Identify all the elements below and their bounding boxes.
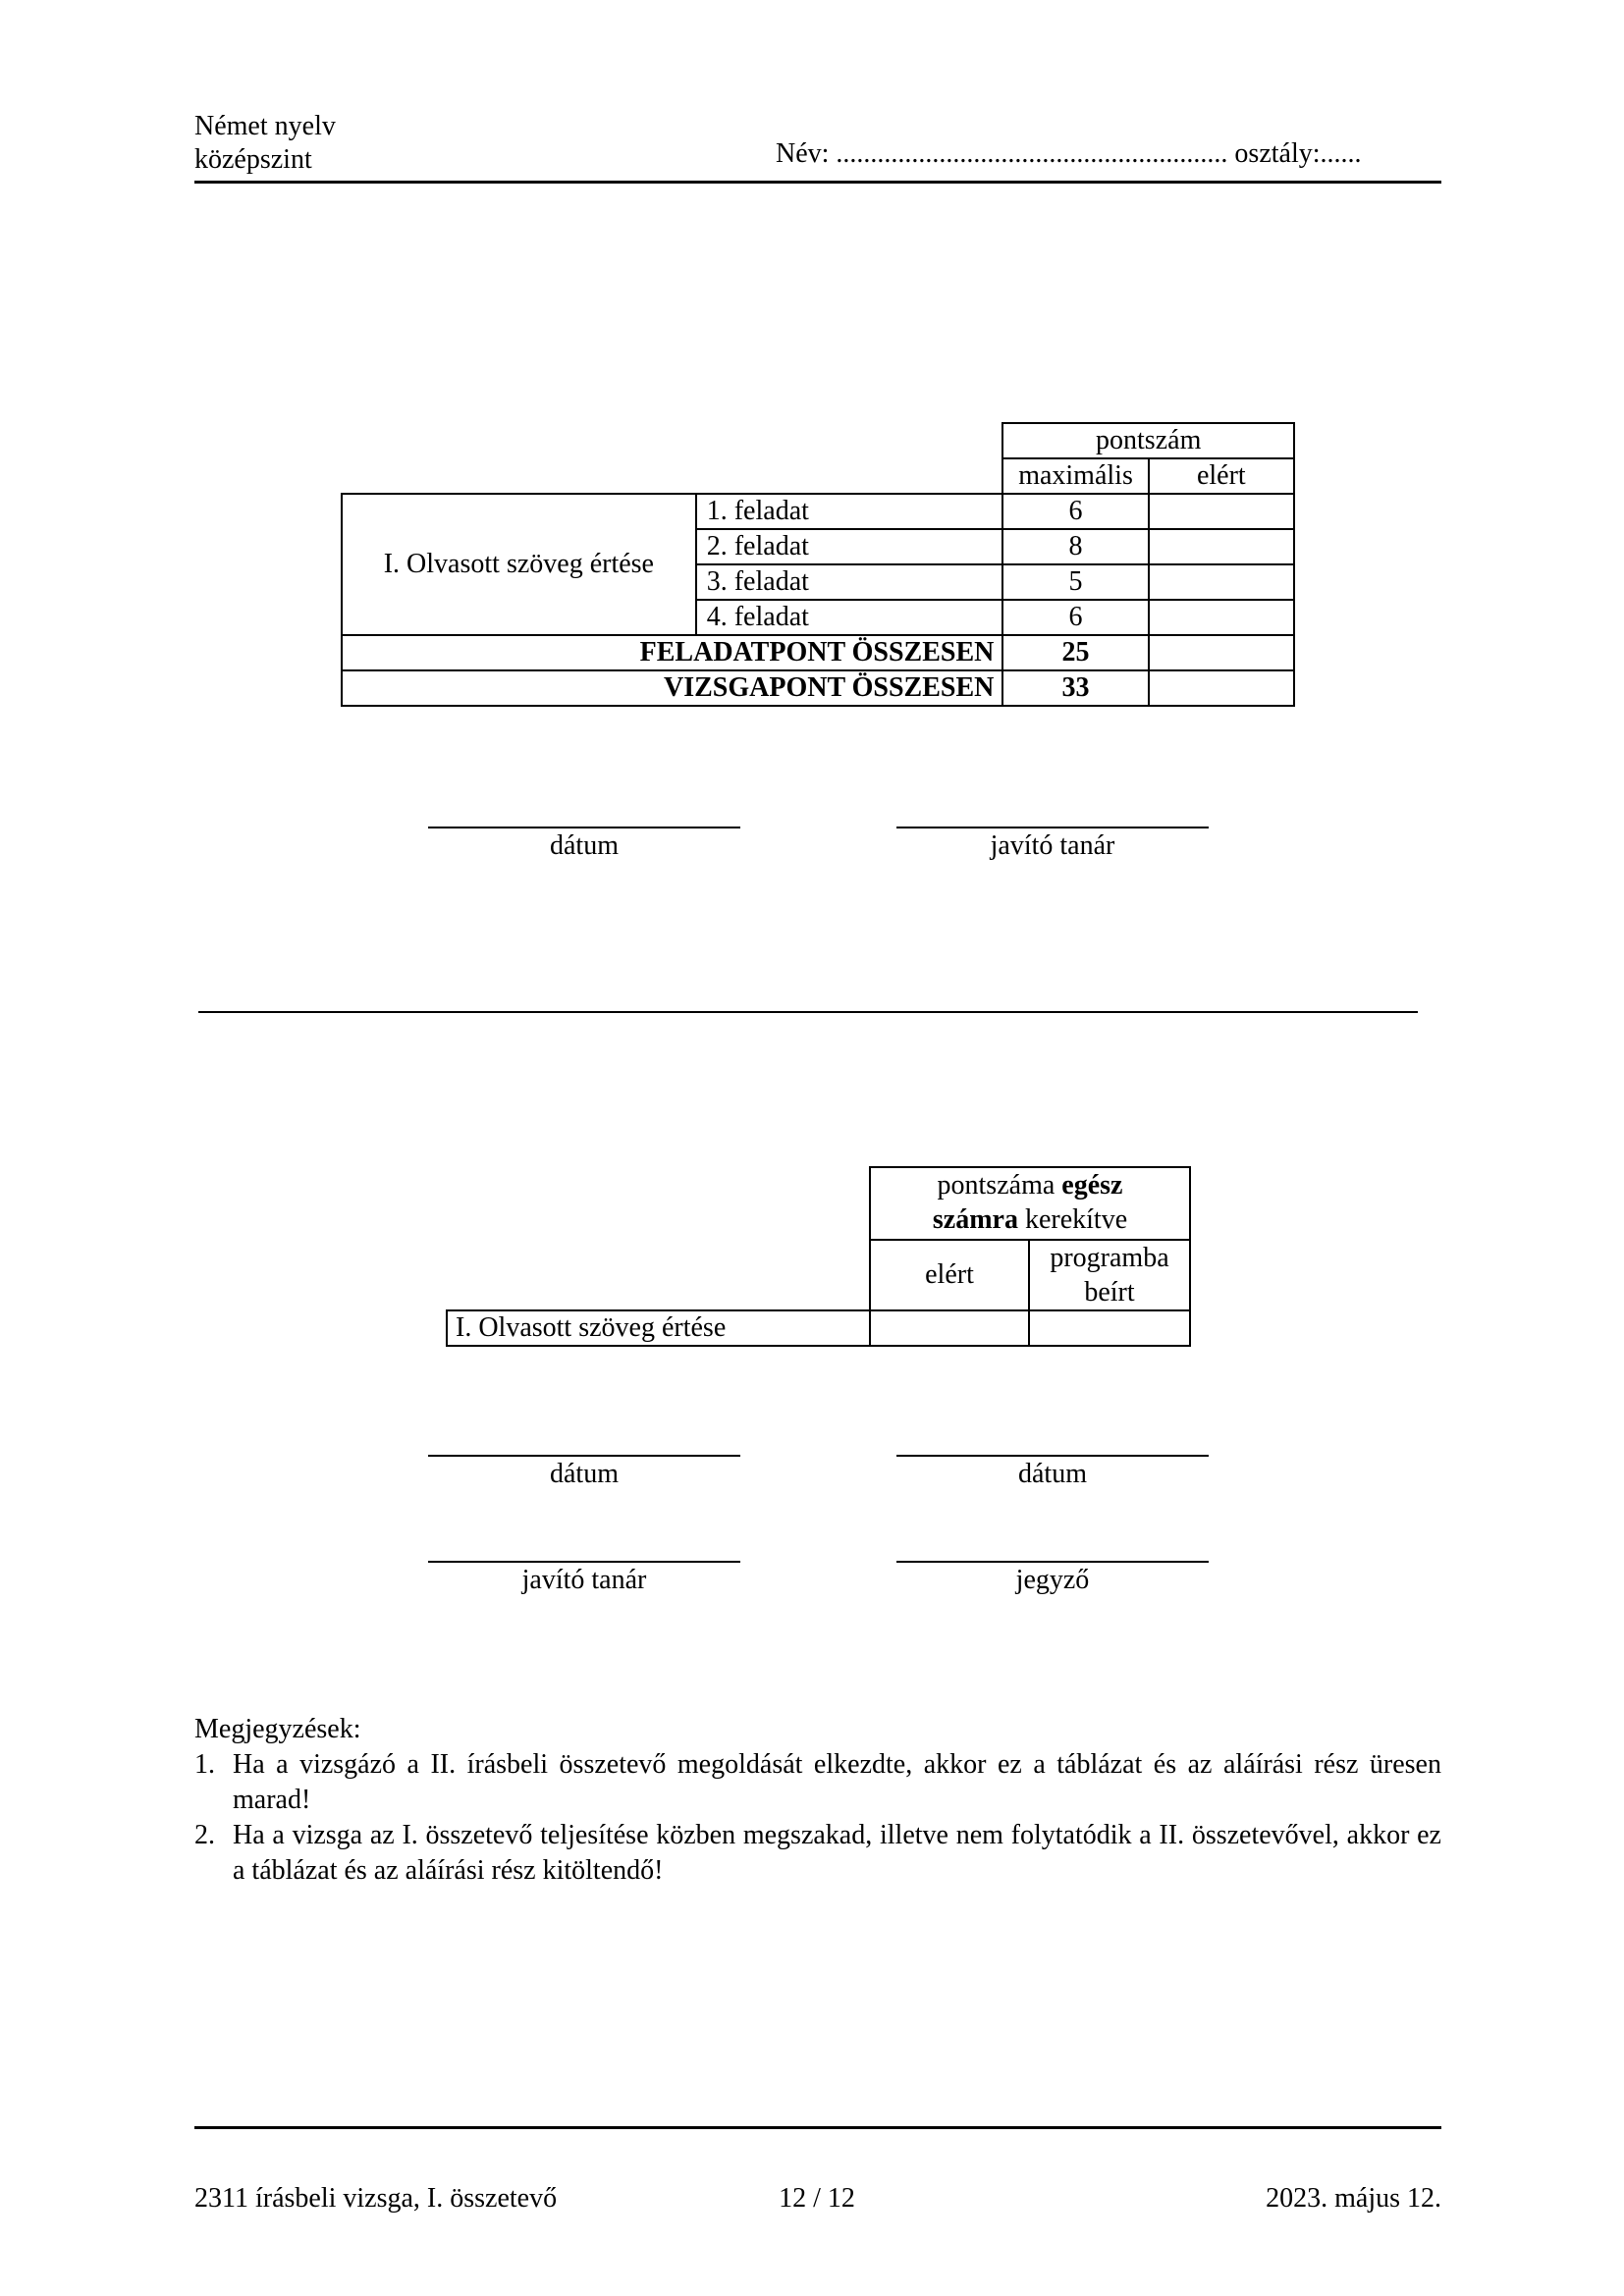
task-achieved-cell[interactable] bbox=[1149, 494, 1294, 529]
achieved-header: elért bbox=[870, 1240, 1029, 1310]
task-label: 3. feladat bbox=[696, 564, 1003, 600]
achieved-cell[interactable] bbox=[870, 1310, 1029, 1346]
task-max-points: 6 bbox=[1002, 494, 1148, 529]
score-table-main bbox=[341, 422, 1295, 707]
date-signature-line[interactable] bbox=[428, 1455, 740, 1457]
task-max-points: 5 bbox=[1002, 564, 1148, 600]
page-number: 12 / 12 bbox=[779, 2183, 855, 2214]
header-rule bbox=[194, 181, 1441, 184]
date-label: dátum bbox=[550, 1459, 619, 1489]
score-table-rounded bbox=[446, 1166, 1191, 1347]
bold-number: számra bbox=[932, 1204, 1018, 1235]
note-number: 2. bbox=[194, 1820, 215, 1850]
program-entered-cell[interactable] bbox=[1029, 1310, 1190, 1346]
points-header: pontszám bbox=[1002, 423, 1294, 458]
note-text: Ha a vizsga az I. összetevő teljesítése közben megszakad, illetve nem folytatódik a II. összetevővel, akkor ez a táblázat és az aláírási rész kitöltendő! bbox=[233, 1820, 1441, 1886]
exam-total-label: VIZSGAPONT ÖSSZESEN bbox=[342, 670, 1002, 706]
task-total-label: FELADATPONT ÖSSZESEN bbox=[342, 635, 1002, 670]
task-total-max: 25 bbox=[1002, 635, 1148, 670]
registrar-label: jegyző bbox=[1015, 1565, 1090, 1595]
section-label: I. Olvasott szöveg értése bbox=[342, 494, 696, 635]
task-label: 2. feladat bbox=[696, 529, 1003, 564]
teacher-label: javító tanár bbox=[521, 1565, 647, 1595]
name-class-field: Név: ......................................................... osztály:...... bbox=[776, 138, 1362, 169]
section-label: I. Olvasott szöveg értése bbox=[447, 1310, 870, 1346]
subject-name bbox=[194, 110, 336, 177]
task-achieved-cell[interactable] bbox=[1149, 600, 1294, 635]
task-total-achieved-cell[interactable] bbox=[1149, 635, 1294, 670]
exam-date: 2023. május 12. bbox=[1266, 2183, 1441, 2214]
max-points-header: maximális bbox=[1002, 458, 1148, 494]
section-separator bbox=[198, 1011, 1418, 1013]
task-max-points: 6 bbox=[1002, 600, 1148, 635]
exam-total-achieved-cell[interactable] bbox=[1149, 670, 1294, 706]
task-achieved-cell[interactable] bbox=[1149, 564, 1294, 600]
bold-whole: egész bbox=[1061, 1170, 1123, 1201]
date-label: dátum bbox=[550, 830, 619, 861]
notes-title: Megjegyzések: bbox=[194, 1714, 361, 1744]
footer-exam-id: 2311 írásbeli vizsga, I. összetevő bbox=[194, 2183, 558, 2214]
registrar-signature-line[interactable] bbox=[896, 1561, 1209, 1563]
program-entered-header: programba beírt bbox=[1029, 1240, 1190, 1310]
teacher-signature-line[interactable] bbox=[428, 1561, 740, 1563]
date-signature-line[interactable] bbox=[428, 827, 740, 828]
exam-total-max: 33 bbox=[1002, 670, 1148, 706]
task-label: 1. feladat bbox=[696, 494, 1003, 529]
teacher-label: javító tanár bbox=[990, 830, 1115, 861]
task-label: 4. feladat bbox=[696, 600, 1003, 635]
task-achieved-cell[interactable] bbox=[1149, 529, 1294, 564]
date-label: dátum bbox=[1018, 1459, 1087, 1489]
subject-level: középszint bbox=[194, 144, 312, 175]
note-number: 1. bbox=[194, 1749, 215, 1780]
note-text: Ha a vizsgázó a II. írásbeli összetevő megoldását elkezdte, akkor ez a táblázat és az aláírási rész üresen marad! bbox=[233, 1749, 1441, 1815]
date-signature-line[interactable] bbox=[896, 1455, 1209, 1457]
rounded-points-header: pontszáma egész számra kerekítve bbox=[870, 1167, 1190, 1240]
achieved-points-header: elért bbox=[1149, 458, 1294, 494]
footer-rule bbox=[194, 2126, 1441, 2129]
subject-line-1: Német nyelv bbox=[194, 111, 336, 141]
task-max-points: 8 bbox=[1002, 529, 1148, 564]
teacher-signature-line[interactable] bbox=[896, 827, 1209, 828]
